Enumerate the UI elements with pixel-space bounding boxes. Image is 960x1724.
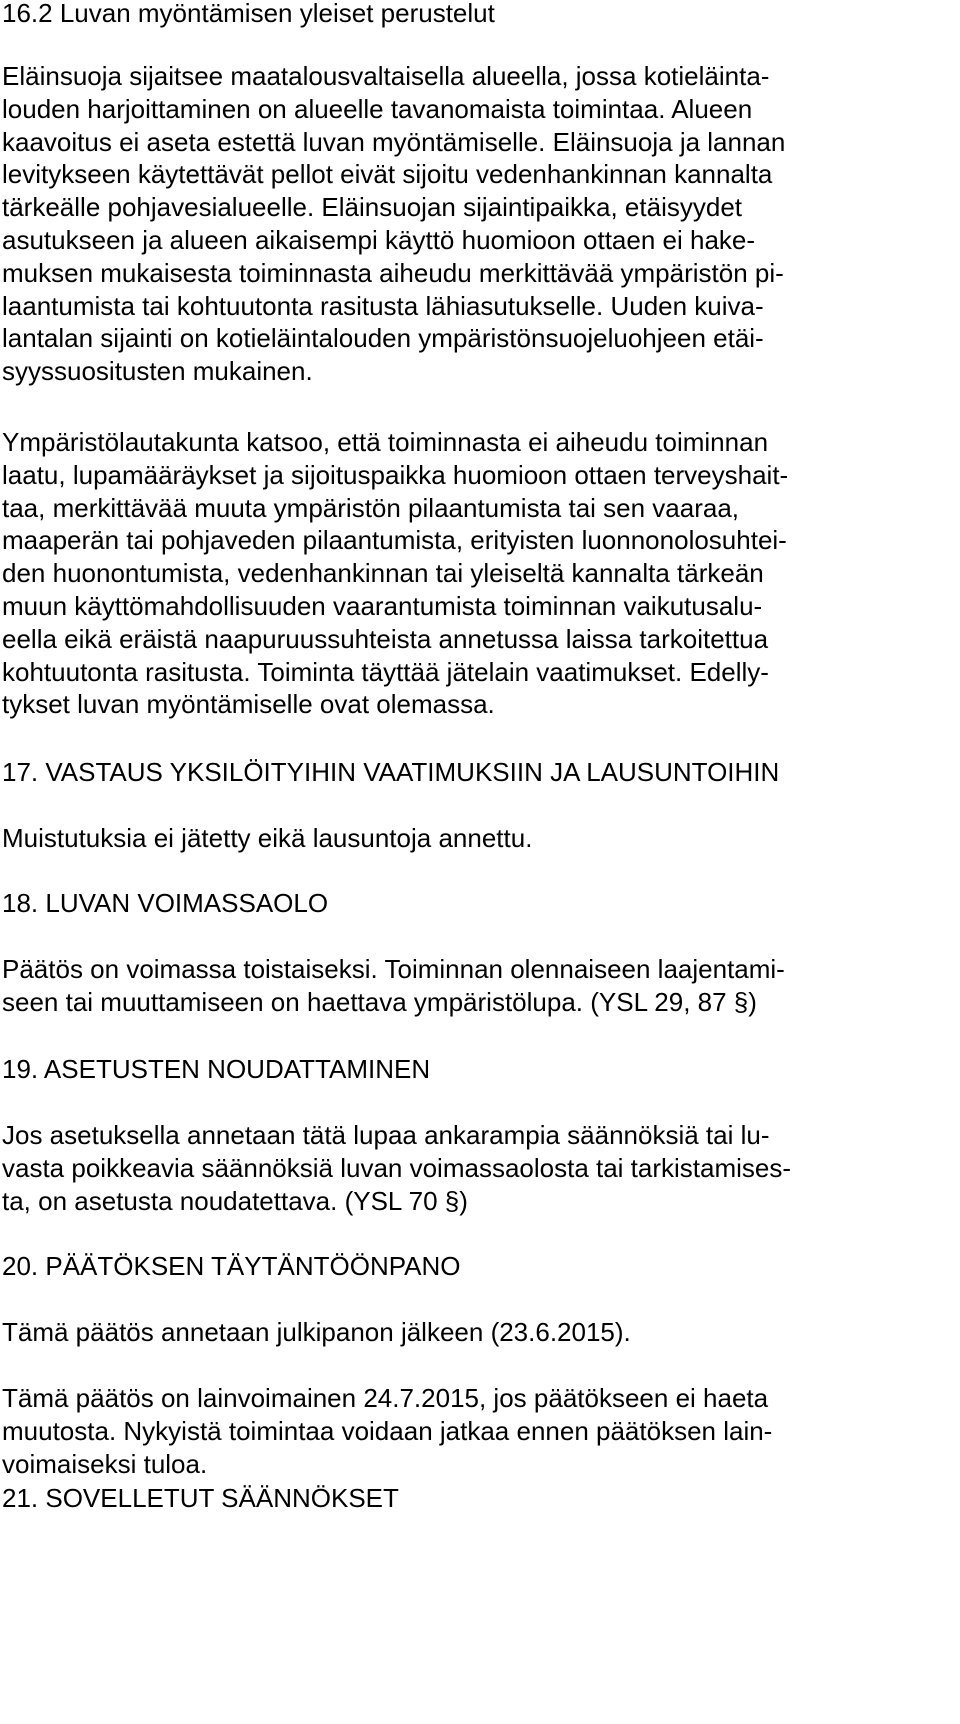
text-line: Eläinsuoja sijaitsee maatalousvaltaisella alueella, jossa kotieläinta- [2, 61, 770, 91]
section-18-heading [2, 887, 328, 920]
text-line: eella eikä eräistä naapuruussuhteista annetussa laissa tarkoitettua [2, 623, 769, 654]
text-line: laantumista tai kohtuutonta rasitusta lähiasutukselle. Uuden kuiva- [2, 290, 764, 321]
text-line: lantalan sijainti on kotieläintalouden ympäristönsuojeluohjeen etäi- [2, 323, 764, 354]
section-20-text-2 [2, 1382, 772, 1480]
heading-text: 16.2 Luvan myöntämisen yleiset perustelut [2, 0, 495, 28]
section-16-2-paragraph-1 [2, 60, 785, 388]
text-line: maaperän tai pohjaveden pilaantumista, erityisten luonnonolosuhtei- [2, 525, 787, 556]
text-line: muksen mukaisesta toiminnasta aiheudu merkittävää ympäristön pi- [2, 257, 784, 288]
section-20-text-1 [2, 1316, 631, 1349]
text-line: levitykseen käytettävät pellot eivät sijoitu vedenhankinnan kannalta [2, 159, 773, 190]
text-line: laatu, lupamääräykset ja sijoituspaikka huomioon ottaen terveyshait- [2, 459, 789, 490]
heading-text: 17. VASTAUS YKSILÖITYIHIN VAATIMUKSIIN JA LAUSUNTOIHIN [2, 757, 780, 787]
text-line: taa, merkittävää muuta ympäristön pilaantumista tai sen vaaraa, [2, 492, 740, 523]
section-16-2-heading [2, 0, 495, 30]
heading-text: 18. LUVAN VOIMASSAOLO [2, 888, 329, 918]
text-line: asutukseen ja alueen aikaisempi käyttö huomioon ottaen ei hake- [2, 224, 756, 255]
text-line: den huonontumista, vedenhankinnan tai yleiseltä kannalta tärkeän [2, 558, 764, 589]
heading-text: 20. PÄÄTÖKSEN TÄYTÄNTÖÖNPANO [2, 1251, 461, 1281]
text-line: seen tai muuttamiseen on haettava ympäristölupa. (YSL 29, 87 §) [2, 986, 757, 1017]
section-21-heading [2, 1482, 399, 1515]
section-19-heading [2, 1053, 430, 1086]
section-20-heading [2, 1250, 460, 1283]
text-line: kaavoitus ei aseta estettä luvan myöntämiselle. Eläinsuoja ja lannan [2, 126, 786, 157]
text-line: Ympäristölautakunta katsoo, että toiminnasta ei aiheudu toiminnan [2, 427, 769, 457]
heading-text: 21. SOVELLETUT SÄÄNNÖKSET [2, 1483, 399, 1513]
text-line: tykset luvan myöntämiselle ovat olemassa. [2, 689, 495, 720]
text-line: vasta poikkeavia säännöksiä luvan voimassaolosta tai tarkistamises- [2, 1152, 792, 1183]
text-line: ta, on asetusta noudatettava. (YSL 70 §) [2, 1185, 468, 1216]
text-line: Päätös on voimassa toistaiseksi. Toiminnan olennaiseen laajentami- [2, 954, 785, 984]
text-line: louden harjoittaminen on alueelle tavanomaista toimintaa. Alueen [2, 93, 753, 124]
text-line: kohtuutonta rasitusta. Toiminta täyttää jätelain vaatimukset. Edelly- [2, 656, 769, 687]
heading-text: 19. ASETUSTEN NOUDATTAMINEN [2, 1054, 431, 1084]
section-16-2-paragraph-2 [2, 426, 788, 721]
text-line: Jos asetuksella annetaan tätä lupaa ankarampia säännöksiä tai lu- [2, 1120, 770, 1150]
text-line: Tämä päätös on lainvoimainen 24.7.2015, jos päätökseen ei haeta [2, 1383, 769, 1413]
section-17-text [2, 822, 532, 855]
section-19-text [2, 1119, 791, 1217]
text-line: Muistutuksia ei jätetty eikä lausuntoja annettu. [2, 823, 533, 853]
text-line: muutosta. Nykyistä toimintaa voidaan jatkaa ennen päätöksen lain- [2, 1415, 773, 1446]
text-line: Tämä päätös annetaan julkipanon jälkeen (23.6.2015). [2, 1317, 631, 1347]
text-line: muun käyttömahdollisuuden vaarantumista toiminnan vaikutusalu- [2, 590, 763, 621]
text-line: tärkeälle pohjavesialueelle. Eläinsuojan sijaintipaikka, etäisyydet [2, 192, 742, 223]
text-line: syyssuositusten mukainen. [2, 356, 313, 387]
text-line: voimaiseksi tuloa. [2, 1448, 208, 1479]
section-17-heading [2, 756, 779, 789]
section-18-text [2, 953, 785, 1019]
